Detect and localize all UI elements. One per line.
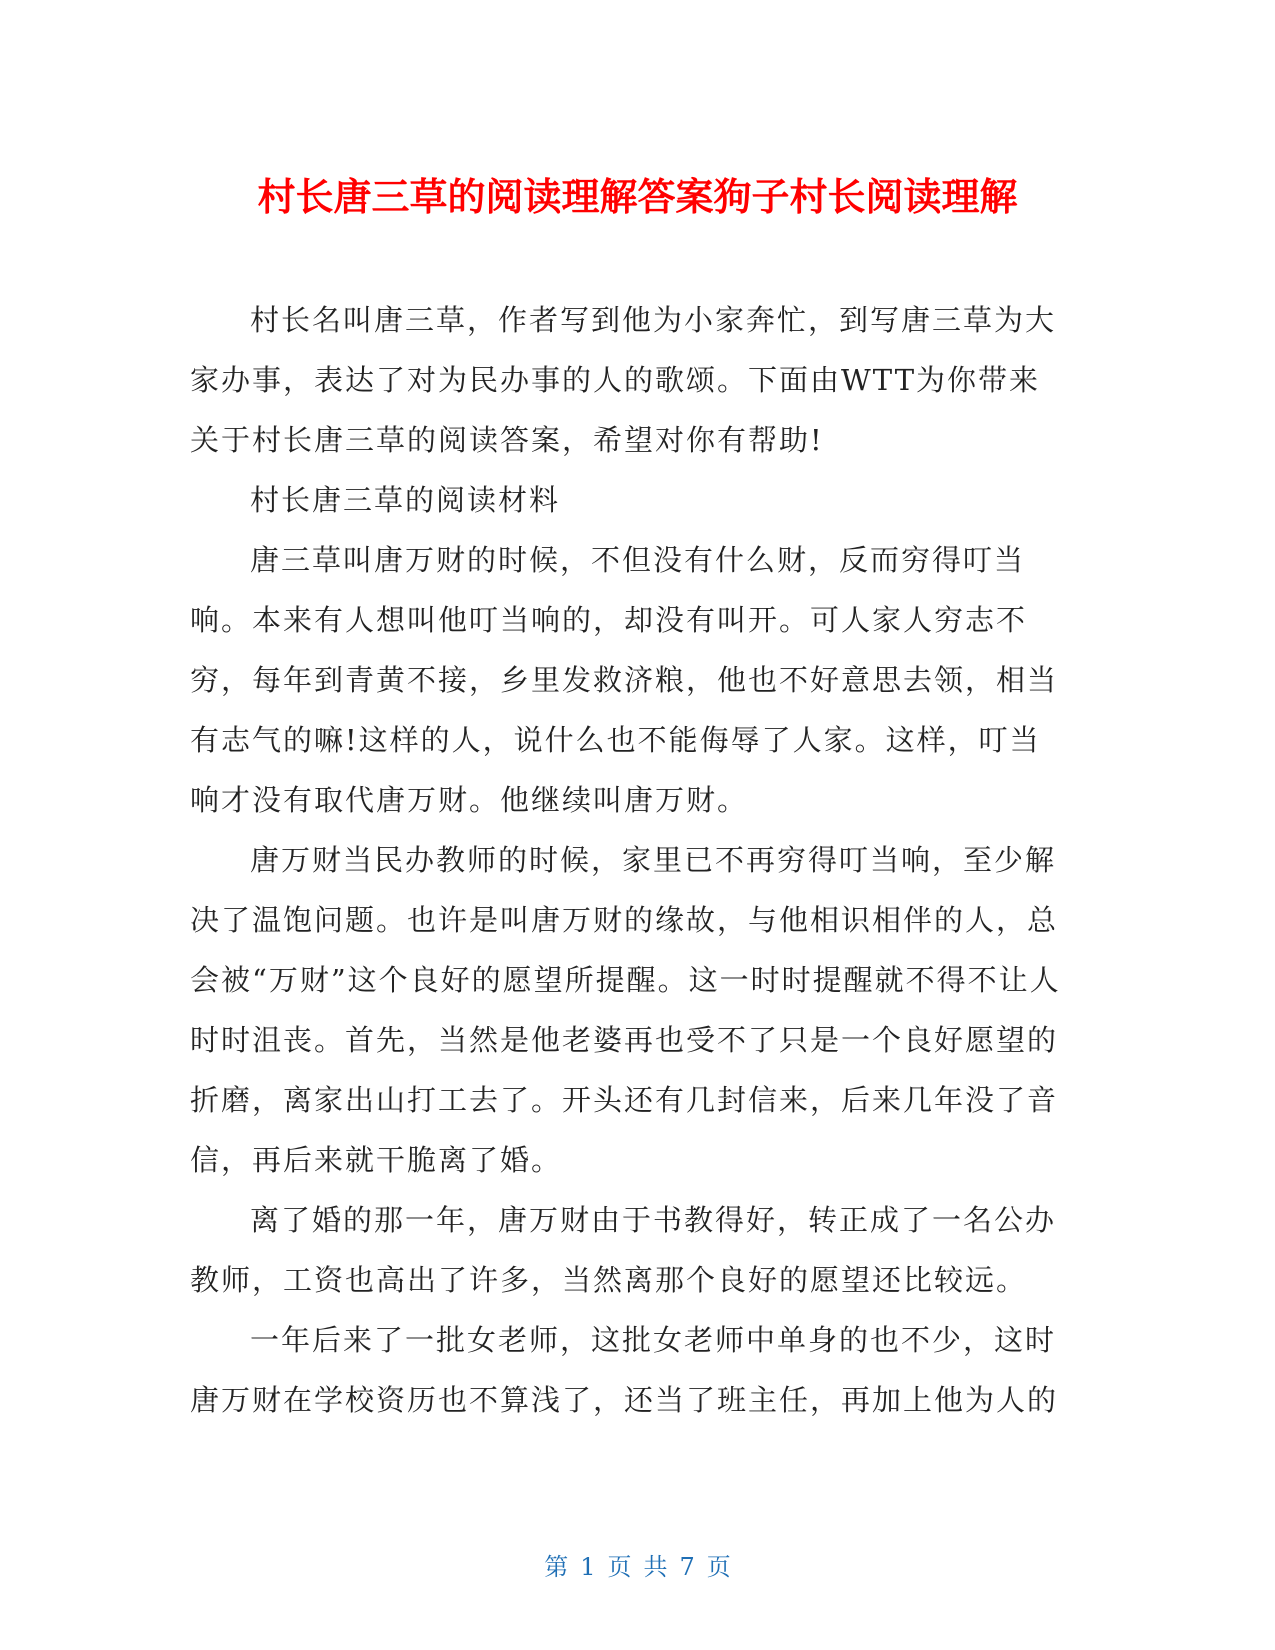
paragraph: 唐万财当民办教师的时候，家里已不再穷得叮当响，至少解决了温饱问题。也许是叫唐万财的缘故，与他相识相伴的人，总会被“万财”这个良好的愿望所提醒。这一时时提醒就不得不让人时时沮丧。首先，当然是他老婆再也受不了只是一个良好愿望的折磨，离家出山打工去了。开头还有几封信来，后来几年没了音信，再后来就干脆离了婚。: [190, 843, 1061, 1177]
current-page-number: 1: [580, 1553, 596, 1581]
page-number-footer: [0, 1547, 1275, 1582]
paragraph: 一年后来了一批女老师，这批女老师中单身的也不少，这时唐万财在学校资历也不算浅了，还当了班主任，再加上他为人的: [190, 1323, 1059, 1417]
total-label: 共: [643, 1553, 668, 1581]
paragraph: 离了婚的那一年，唐万财由于书教得好，转正成了一名公办教师，工资也高出了许多，当然离那个良好的愿望还比较远。: [190, 1203, 1057, 1297]
page-prefix: 第: [544, 1553, 569, 1581]
page-unit: 页: [607, 1553, 632, 1581]
paragraph-intro: 村长名叫唐三草，作者写到他为小家奔忙，到写唐三草为大家办事，表达了对为民办事的人的歌颂。下面由WTT为你带来关于村长唐三草的阅读答案，希望对你有帮助!: [190, 303, 1057, 457]
total-pages-number: 7: [679, 1553, 695, 1581]
paragraph: 唐三草叫唐万财的时候，不但没有什么财，反而穷得叮当响。本来有人想叫他叮当响的，却没有叫开。可人家人穷志不穷，每年到青黄不接，乡里发救济粮，他也不好意思去领，相当有志气的嘛!这样的人，说什么也不能侮辱了人家。这样，叮当响才没有取代唐万财。他继续叫唐万财。: [190, 543, 1059, 817]
section-heading: 村长唐三草的阅读材料: [250, 483, 561, 517]
document-title: 村长唐三草的阅读理解答案狗子村长阅读理解: [257, 175, 1018, 219]
document-body: [190, 290, 1070, 1430]
page-suffix: 页: [706, 1553, 731, 1581]
